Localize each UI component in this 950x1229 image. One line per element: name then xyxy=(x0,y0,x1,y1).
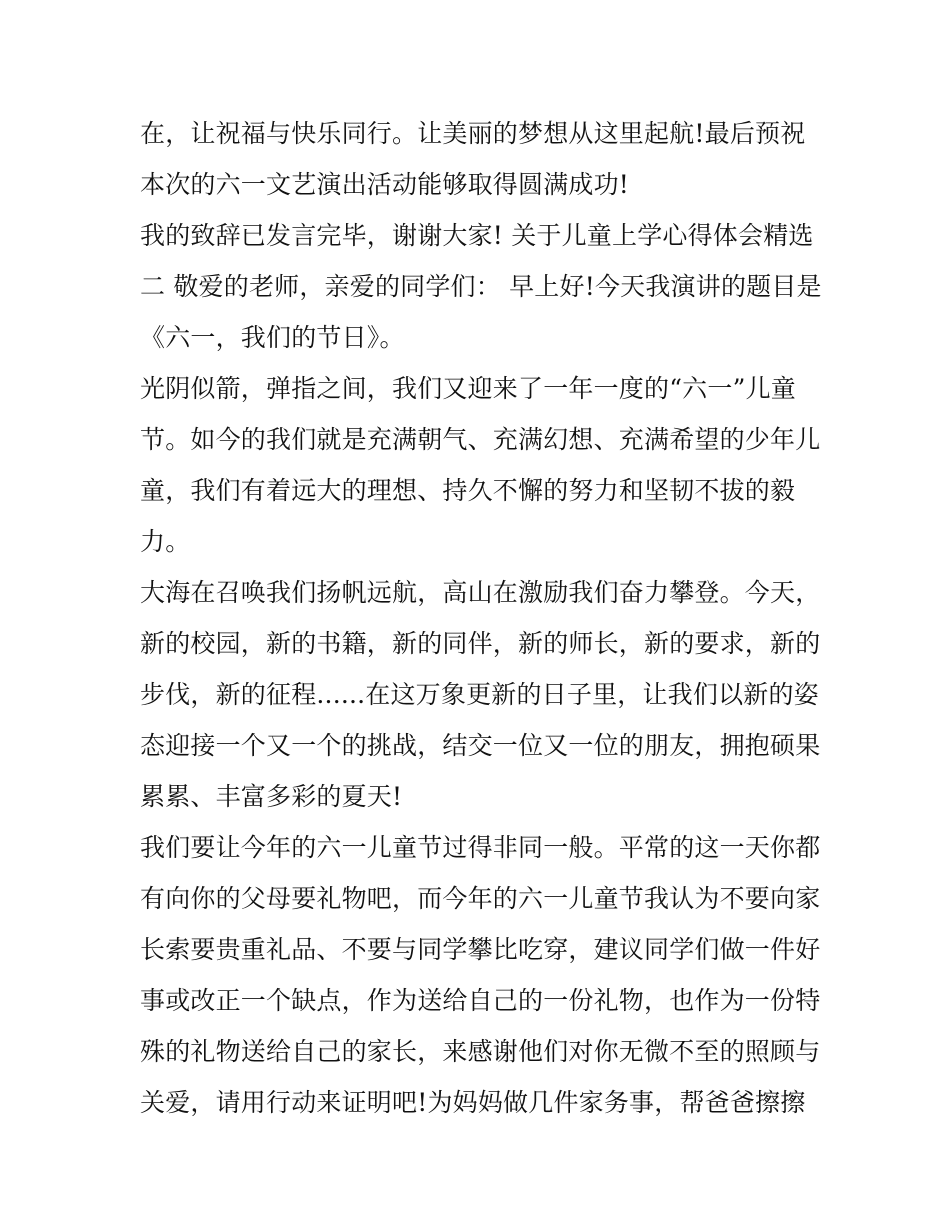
text-line: 力。 xyxy=(140,527,191,556)
text-line: 《六一，我们的节日》。 xyxy=(140,323,405,352)
text-line: 新的校园，新的书籍，新的同伴，新的师长，新的要求，新的 xyxy=(140,629,821,658)
text-line: 步伐，新的征程......在这万象更新的日子里，让我们以新的姿 xyxy=(140,680,819,709)
body-text xyxy=(140,108,820,1128)
text-line: 我们要让今年的六一儿童节过得非同一般。平常的这一天你都 xyxy=(140,833,821,862)
text-line: 二 敬爱的老师，亲爱的同学们： 早上好!今天我演讲的题目是 xyxy=(140,272,822,301)
text-line: 长索要贵重礼品、不要与同学攀比吃穿，建议同学们做一件好 xyxy=(140,935,821,964)
text-line: 在，让祝福与快乐同行。让美丽的梦想从这里起航!最后预祝 xyxy=(140,119,806,148)
text-line: 我的致辞已发言完毕，谢谢大家! 关于儿童上学心得体会精选 xyxy=(140,221,814,250)
text-line: 本次的六一文艺演出活动能够取得圆满成功! xyxy=(140,170,630,199)
text-line: 态迎接一个又一个的挑战，结交一位又一位的朋友，拥抱硕果 xyxy=(140,731,821,760)
text-line: 殊的礼物送给自己的家长，来感谢他们对你无微不至的照顾与 xyxy=(140,1037,821,1066)
text-line: 光阴似箭，弹指之间，我们又迎来了一年一度的“六一”儿童 xyxy=(140,374,796,403)
text-line: 童，我们有着远大的理想、持久不懈的努力和坚韧不拔的毅 xyxy=(140,476,796,505)
text-line: 关爱，请用行动来证明吧!为妈妈做几件家务事，帮爸爸擦擦 xyxy=(140,1088,806,1117)
text-line: 累累、丰富多彩的夏天! xyxy=(140,782,403,811)
text-line: 节。如今的我们就是充满朝气、充满幻想、充满希望的少年儿 xyxy=(140,425,821,454)
text-line: 事或改正一个缺点，作为送给自己的一份礼物，也作为一份特 xyxy=(140,986,821,1015)
text-line: 大海在召唤我们扬帆远航，高山在激励我们奋力攀登。今天， xyxy=(140,578,821,607)
text-line: 有向你的父母要礼物吧，而今年的六一儿童节我认为不要向家 xyxy=(140,884,821,913)
